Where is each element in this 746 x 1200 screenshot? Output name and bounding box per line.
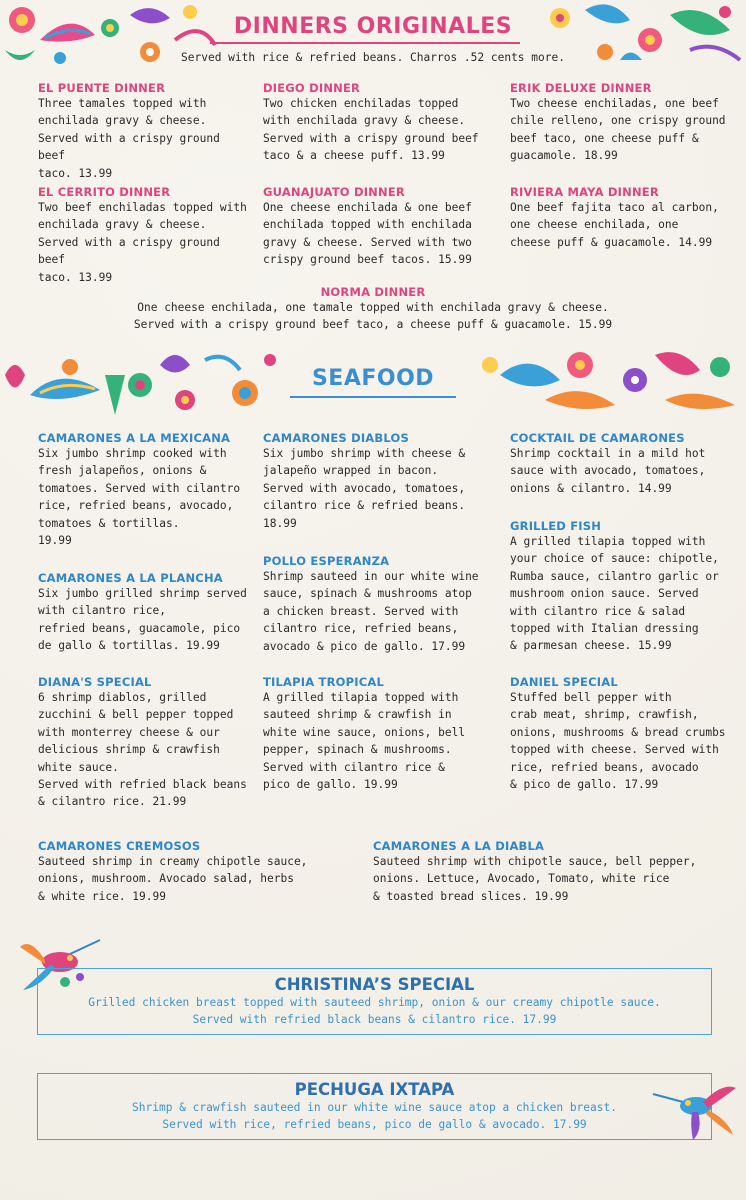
dish-name: CAMARONES CREMOSOS: [38, 839, 201, 853]
dish-description: Stuffed bell pepper with crab meat, shrimp, crawfish, onions, mushrooms & bread crumbs topped with cheese. Served with rice, refried beans, avocado & pico de gallo. 17.99: [510, 691, 726, 792]
special-name: CHRISTINA’S SPECIAL: [274, 975, 475, 994]
dish-diego: [263, 81, 503, 165]
dish-name: TILAPIA TROPICAL: [263, 675, 385, 689]
dinners-section-title: DINNERS ORIGINALES: [233, 14, 513, 39]
dish-name: GRILLED FISH: [510, 519, 602, 533]
dish-camarones-cremosos: [38, 839, 368, 905]
dish-el-cerrito: [38, 185, 253, 286]
dish-camarones-plancha: [38, 571, 258, 655]
dish-description: A grilled tilapia topped with your choice of sauce: chipotle, Rumba sauce, cilantro garlic or mushroom onion sauce. Served with cilantro rice & salad topped with Italian dressing & parmesan cheese. 15.99: [510, 535, 719, 653]
dish-riviera-maya: [510, 185, 740, 251]
dish-erik-deluxe: [510, 81, 740, 165]
dish-daniel-special: [510, 675, 740, 793]
dish-description: Shrimp sauteed in our white wine sauce, spinach & mushrooms atop a chicken breast. Served with cilantro rice, refried beans, avocado & pico de gallo. 17.99: [263, 570, 479, 653]
seafood-title-underline: [290, 396, 456, 398]
dish-description: Six jumbo shrimp cooked with fresh jalapeños, onions & tomatoes. Served with cilantro rice, refried beans, avocado, tomatoes & tortillas. 19.99: [38, 447, 241, 548]
dish-camarones-mexicana: [38, 431, 258, 549]
folk-art-bird-banner-left-icon: [0, 345, 285, 417]
dish-el-puente: [38, 81, 253, 182]
dish-name: EL CERRITO DINNER: [38, 185, 171, 199]
dish-description: Two chicken enchiladas topped with enchilada gravy & cheese. Served with a crispy ground beef taco & a cheese puff. 13.99: [263, 97, 479, 163]
dish-name: CAMARONES DIABLOS: [263, 431, 409, 445]
dinners-title-underline: [210, 42, 520, 44]
special-description: Grilled chicken breast topped with sauteed shrimp, onion & our creamy chipotle sauce. Served with refried black beans & cilantro rice. 17.99: [88, 996, 661, 1026]
dish-name: EL PUENTE DINNER: [38, 81, 166, 95]
dish-description: Two cheese enchiladas, one beef chile relleno, one crispy ground beef taco, one cheese puff & guacamole. 18.99: [510, 97, 726, 163]
dish-description: Six jumbo grilled shrimp served with cilantro rice, refried beans, guacamole, pico de gallo & tortillas. 19.99: [38, 587, 247, 653]
dish-description: Shrimp cocktail in a mild hot sauce with avocado, tomatoes, onions & cilantro. 14.99: [510, 447, 706, 495]
dish-cocktail-camarones: [510, 431, 740, 497]
dish-description: A grilled tilapia topped with sauteed shrimp & crawfish in white wine sauce, onions, bell pepper, spinach & mushrooms. Served with cilantro rice & pico de gallo. 19.99: [263, 691, 466, 792]
dish-description: One cheese enchilada & one beef enchilada topped with enchilada gravy & cheese. Served with two crispy ground beef tacos. 15.99: [263, 201, 472, 267]
special-name: PECHUGA IXTAPA: [294, 1080, 455, 1099]
dish-name: COCKTAIL DE CAMARONES: [510, 431, 685, 445]
dish-name: RIVIERA MAYA DINNER: [510, 185, 659, 199]
dish-norma: [60, 285, 686, 334]
dish-tilapia-tropical: [263, 675, 503, 793]
dish-description: Three tamales topped with enchilada gravy & cheese. Served with a crispy ground beef taco. 13.99: [38, 97, 220, 180]
dish-name: CAMARONES A LA MEXICANA: [38, 431, 231, 445]
dish-name: GUANAJUATO DINNER: [263, 185, 405, 199]
dish-name: DANIEL SPECIAL: [510, 675, 618, 689]
dish-name: DIEGO DINNER: [263, 81, 361, 95]
dish-name: DIANA'S SPECIAL: [38, 675, 152, 689]
dish-grilled-fish: [510, 519, 740, 655]
dish-description: One cheese enchilada, one tamale topped with enchilada gravy & cheese. Served with a crispy ground beef taco, a cheese puff & guacamole. 15.99: [133, 301, 613, 332]
dinners-subtitle: Served with rice & refried beans. Charros .52 cents more.: [181, 51, 565, 64]
christinas-special-box: [37, 968, 712, 1035]
dish-description: Sauteed shrimp in creamy chipotle sauce, onions, mushroom. Avocado salad, herbs & white rice. 19.99: [38, 855, 308, 903]
pechuga-ixtapa-box: [37, 1073, 712, 1140]
dish-name: NORMA DINNER: [320, 285, 426, 299]
dish-description: Sauteed shrimp with chipotle sauce, bell pepper, onions. Lettuce, Avocado, Tomato, white rice & toasted bread slices. 19.99: [373, 855, 697, 903]
dish-pollo-esperanza: [263, 554, 503, 655]
dish-name: ERIK DELUXE DINNER: [510, 81, 652, 95]
dish-guanajuato: [263, 185, 503, 269]
dish-camarones-diablos: [263, 431, 503, 532]
dish-description: Two beef enchiladas topped with enchilada gravy & cheese. Served with a crispy ground beef taco. 13.99: [38, 201, 247, 284]
hummingbird-right-icon: [648, 1080, 738, 1142]
dish-description: Six jumbo shrimp with cheese & jalapeño wrapped in bacon. Served with avocado, tomatoes, cilantro rice & refried beans. 18.99: [263, 447, 466, 530]
dish-description: One beef fajita taco al carbon, one cheese enchilada, one cheese puff & guacamole. 14.99: [510, 201, 719, 249]
dish-description: 6 shrimp diablos, grilled zucchini & bell pepper topped with monterrey cheese & our delicious shrimp & crawfish white sauce. Served with refried black beans & cilantro rice. 21.99: [38, 691, 247, 809]
special-description: Shrimp & crawfish sauteed in our white wine sauce atop a chicken breast. Served with rice, refried beans, pico de gallo & avocado. 17.99: [132, 1101, 617, 1131]
seafood-section-title: SEAFOOD: [311, 366, 435, 391]
folk-art-bird-banner-right-icon: [470, 345, 746, 417]
dish-camarones-diabla: [373, 839, 738, 905]
dish-name: POLLO ESPERANZA: [263, 554, 390, 568]
dish-dianas-special: [38, 675, 258, 811]
dish-name: CAMARONES A LA PLANCHA: [38, 571, 223, 585]
dish-name: CAMARONES A LA DIABLA: [373, 839, 545, 853]
